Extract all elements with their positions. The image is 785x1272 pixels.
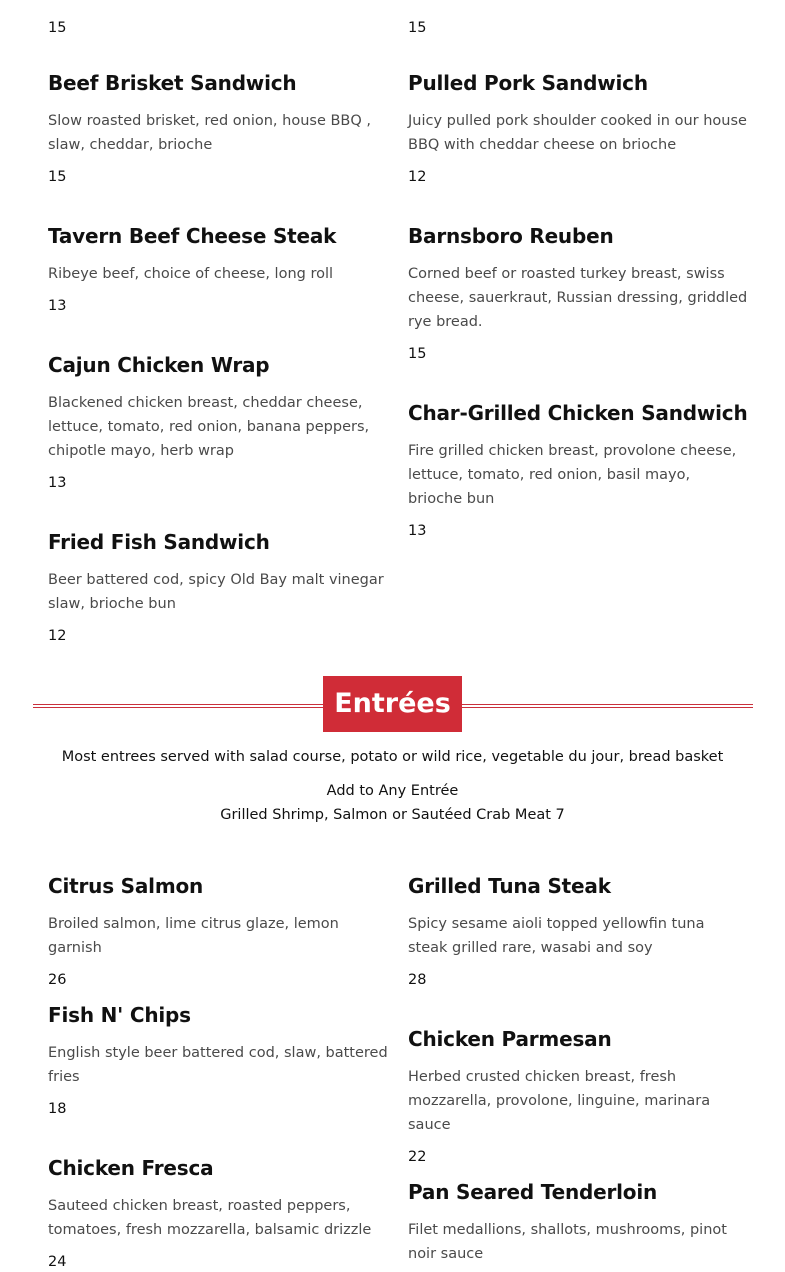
menu-item bbox=[408, 1180, 748, 1266]
menu-item-price: 13 bbox=[48, 298, 67, 314]
menu-item-price: 26 bbox=[48, 972, 67, 988]
menu-item-description: Corned beef or roasted turkey breast, swiss cheese, sauerkraut, Russian dressing, griddled rye bread. bbox=[408, 266, 748, 330]
menu-item-price: 15 bbox=[408, 20, 427, 36]
menu-item-price: 24 bbox=[48, 1254, 67, 1270]
menu-item bbox=[408, 71, 748, 187]
menu-item-description: English style beer battered cod, slaw, battered fries bbox=[48, 1045, 388, 1085]
menu-item-price: 12 bbox=[408, 169, 427, 185]
menu-item bbox=[408, 401, 748, 541]
menu-item bbox=[48, 71, 388, 187]
menu-item-price: 28 bbox=[408, 972, 427, 988]
menu-item-price: 13 bbox=[408, 523, 427, 539]
menu-item-price: 18 bbox=[48, 1101, 67, 1117]
menu-item-name: Tavern Beef Cheese Steak bbox=[48, 224, 337, 248]
menu-item-price: 15 bbox=[48, 169, 67, 185]
menu-item-description: Fire grilled chicken breast, provolone cheese, lettuce, tomato, red onion, basil mayo, brioche bun bbox=[408, 443, 737, 507]
menu-item-description: Beer battered cod, spicy Old Bay malt vinegar slaw, brioche bun bbox=[48, 572, 384, 612]
menu-item-description: Herbed crusted chicken breast, fresh mozzarella, provolone, linguine, marinara sauce bbox=[408, 1069, 711, 1133]
menu-item bbox=[408, 1027, 748, 1167]
menu-item-name: Fish N' Chips bbox=[48, 1003, 191, 1027]
entrees-note: Most entrees served with salad course, potato or wild rice, vegetable du jour, bread basket bbox=[61, 749, 724, 765]
menu-item-name: Pan Seared Tenderloin bbox=[408, 1180, 658, 1204]
menu-item-name: Pulled Pork Sandwich bbox=[408, 71, 648, 95]
menu-item-description: Slow roasted brisket, red onion, house BBQ , slaw, cheddar, brioche bbox=[48, 113, 372, 153]
menu-item-price: 13 bbox=[48, 475, 67, 491]
menu-item bbox=[408, 224, 748, 364]
menu-item-description: Ribeye beef, choice of cheese, long roll bbox=[48, 266, 334, 282]
menu-item-price: 15 bbox=[48, 20, 67, 36]
menu-item-price: 22 bbox=[408, 1149, 427, 1165]
menu-item-name: Fried Fish Sandwich bbox=[48, 530, 270, 554]
menu-item-description: Filet medallions, shallots, mushrooms, pinot noir sauce bbox=[408, 1222, 727, 1262]
menu-item bbox=[48, 1156, 388, 1272]
menu-item-description: Broiled salmon, lime citrus glaze, lemon garnish bbox=[48, 916, 339, 956]
addon-description: Grilled Shrimp, Salmon or Sautéed Crab Meat 7 bbox=[220, 807, 565, 823]
menu-item-description: Sauteed chicken breast, roasted peppers, tomatoes, fresh mozzarella, balsamic drizzle bbox=[48, 1198, 372, 1238]
menu-item-name: Char-Grilled Chicken Sandwich bbox=[408, 401, 748, 425]
menu-item bbox=[48, 530, 388, 646]
menu-item-description: Spicy sesame aioli topped yellowfin tuna steak grilled rare, wasabi and soy bbox=[408, 916, 705, 956]
menu-item bbox=[408, 874, 748, 990]
menu-item bbox=[48, 874, 388, 990]
menu-item-name: Cajun Chicken Wrap bbox=[48, 353, 270, 377]
menu-item-price: 15 bbox=[408, 346, 427, 362]
menu-item-name: Chicken Parmesan bbox=[408, 1027, 612, 1051]
entrees-section-header bbox=[33, 676, 753, 732]
menu-item-description: Juicy pulled pork shoulder cooked in our house BBQ with cheddar cheese on brioche bbox=[408, 113, 747, 153]
menu-item-name: Barnsboro Reuben bbox=[408, 224, 614, 248]
menu-item-name: Chicken Fresca bbox=[48, 1156, 214, 1180]
menu-item-price: 12 bbox=[48, 628, 67, 644]
menu-item bbox=[48, 353, 388, 493]
section-title: Entrées bbox=[323, 676, 462, 732]
addon-title: Add to Any Entrée bbox=[326, 783, 459, 799]
menu-item-name: Citrus Salmon bbox=[48, 874, 204, 898]
menu-item bbox=[48, 224, 388, 316]
menu-item bbox=[48, 1003, 388, 1119]
menu-item-description: Blackened chicken breast, cheddar cheese, lettuce, tomato, red onion, banana peppers, chipotle mayo, herb wrap bbox=[48, 395, 370, 459]
menu-item-name: Beef Brisket Sandwich bbox=[48, 71, 297, 95]
menu-item-name: Grilled Tuna Steak bbox=[408, 874, 611, 898]
